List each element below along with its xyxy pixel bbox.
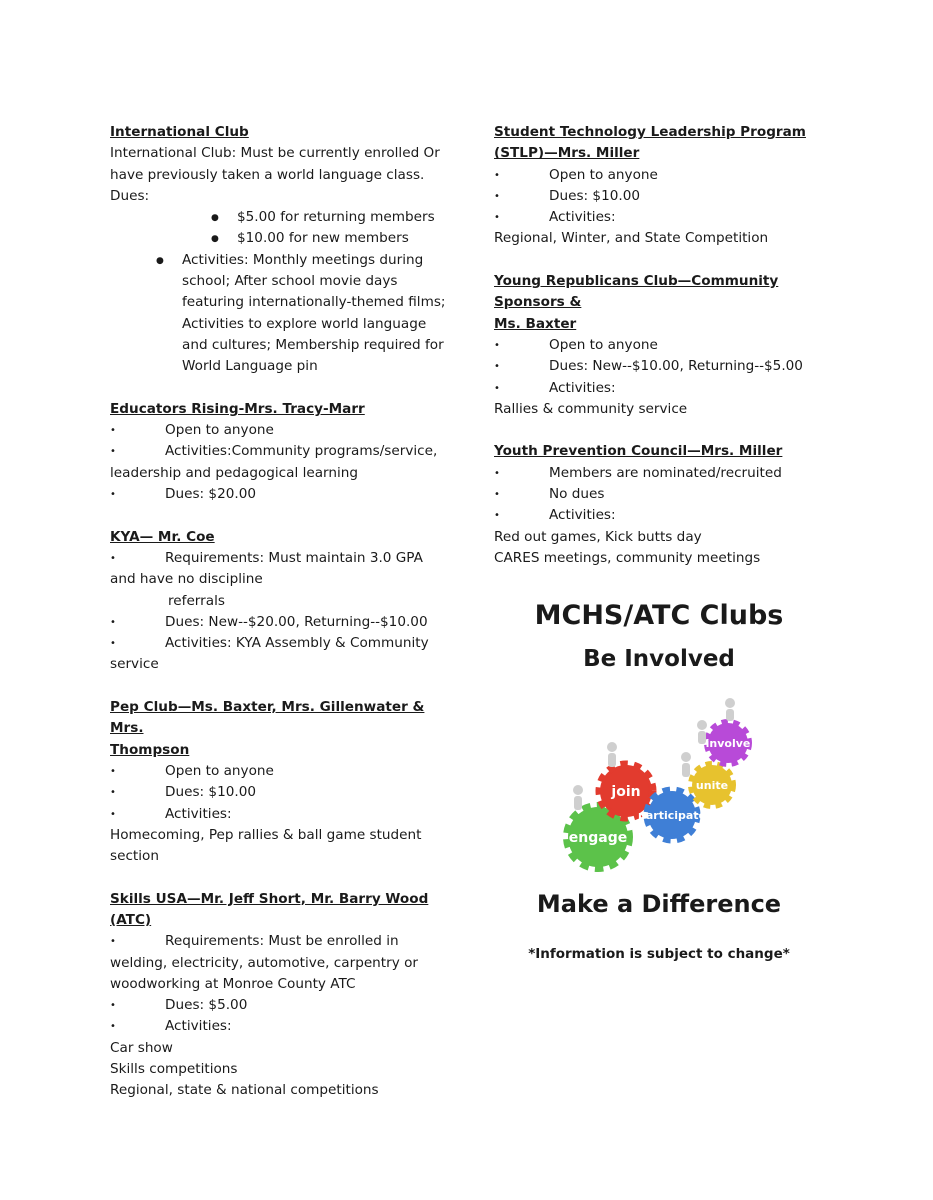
activities-text: Skills competitions — [110, 1061, 238, 1078]
bullet-continuation: woodworking at Monroe County ATC — [110, 975, 356, 992]
international-club-activities: ● Activities: Monthly meetings during school; After school movie days featuring internationally-themed films; Activities to explore world language and cultures; Membership required for World Language pin — [110, 250, 455, 378]
activities-text: Regional, Winter, and State Competition — [494, 230, 769, 247]
gear-unite-icon — [692, 765, 732, 805]
bullet-item: • Activities: — [494, 505, 839, 526]
bullet-item: • Dues: $10.00 — [110, 782, 455, 803]
bullet-item: • Requirements: Must be enrolled in — [110, 931, 455, 952]
bullet-item: • Activities:Community programs/service, — [110, 441, 455, 462]
international-club-desc: International Club: Must be currently enrolled Or — [110, 145, 440, 162]
bullet-item: • Dues: $20.00 — [110, 484, 455, 505]
activities-text: Regional, state & national competitions — [110, 1082, 379, 1099]
activities-text: section — [110, 848, 159, 865]
bullet-item: • Requirements: Must maintain 3.0 GPA — [110, 548, 455, 569]
brochure-subtitle: Be Involved — [583, 646, 735, 672]
gear-involve-icon — [706, 723, 751, 763]
bullet-item: • Members are nominated/recruited — [494, 463, 839, 484]
gear-unite-label: unite — [695, 779, 729, 792]
bullet-item: • Activities: — [494, 378, 839, 399]
stlp-heading: (STLP)—Mrs. Miller — [494, 145, 640, 162]
activities-text: Red out games, Kick butts day — [494, 528, 702, 545]
bullet-continuation: referrals — [168, 592, 225, 609]
gear-involve-label: involve — [705, 737, 751, 750]
bullet-continuation: leadership and pedagogical learning — [110, 464, 359, 481]
pep-club-heading: Pep Club—Ms. Baxter, Mrs. Gillenwater & Mrs. — [110, 699, 425, 737]
international-club-dues-label: Dues: — [110, 187, 150, 204]
bullet-item: • Dues: $10.00 — [494, 186, 839, 207]
activities-text: CARES meetings, community meetings — [494, 549, 761, 566]
kya-heading: KYA— Mr. Coe — [110, 528, 215, 545]
bullet-item: • Dues: New--$10.00, Returning--$5.00 — [494, 356, 839, 377]
gears-illustration — [560, 695, 760, 875]
bullet-continuation: and have no discipline — [110, 571, 263, 588]
stlp-heading: Student Technology Leadership Program — [494, 124, 806, 140]
activities-text: Car show — [110, 1039, 173, 1056]
right-column — [494, 122, 839, 569]
international-club-heading: International Club — [110, 124, 249, 140]
gear-join-label: join — [611, 784, 641, 800]
bullet-item: • Dues: $5.00 — [110, 995, 455, 1016]
bullet-item: • Dues: New--$20.00, Returning--$10.00 — [110, 612, 455, 633]
international-club-desc: have previously taken a world language class. — [110, 166, 425, 183]
gear-engage-label: engage — [568, 830, 628, 846]
gear-participate-label: participate — [637, 809, 707, 822]
brochure-title: MCHS/ATC Clubs — [534, 600, 784, 631]
bullet-item: • Activities: — [110, 804, 455, 825]
disclaimer-note: *Information is subject to change* — [528, 946, 790, 962]
bullet-item: • Open to anyone — [494, 335, 839, 356]
bullet-continuation: service — [110, 656, 159, 673]
bullet-item: • Activities: KYA Assembly & Community — [110, 633, 455, 654]
left-column — [110, 122, 455, 1102]
young-republicans-heading: Young Republicans Club—Community Sponsors & — [494, 273, 779, 311]
pep-club-heading: Thompson — [110, 741, 190, 758]
bullet-item: • No dues — [494, 484, 839, 505]
activities-text: Rallies & community service — [494, 400, 688, 417]
bullet-continuation: welding, electricity, automotive, carpentry or — [110, 954, 418, 971]
bullet-item: • Open to anyone — [110, 761, 455, 782]
bullet-item: • Open to anyone — [110, 420, 455, 441]
dues-returning: ● $5.00 for returning members — [110, 207, 455, 228]
bullet-item: • Activities: — [494, 207, 839, 228]
activities-text: Homecoming, Pep rallies & ball game student — [110, 826, 422, 843]
dues-new: ● $10.00 for new members — [110, 228, 455, 249]
tagline: Make a Difference — [536, 890, 782, 918]
young-republicans-heading: Ms. Baxter — [494, 315, 577, 332]
bullet-item: • Open to anyone — [494, 165, 839, 186]
educators-rising-heading: Educators Rising-Mrs. Tracy-Marr — [110, 400, 365, 417]
skills-usa-heading: Skills USA—Mr. Jeff Short, Mr. Barry Wood (ATC) — [110, 890, 429, 928]
bullet-item: • Activities: — [110, 1016, 455, 1037]
youth-prevention-heading: Youth Prevention Council—Mrs. Miller — [494, 443, 783, 460]
